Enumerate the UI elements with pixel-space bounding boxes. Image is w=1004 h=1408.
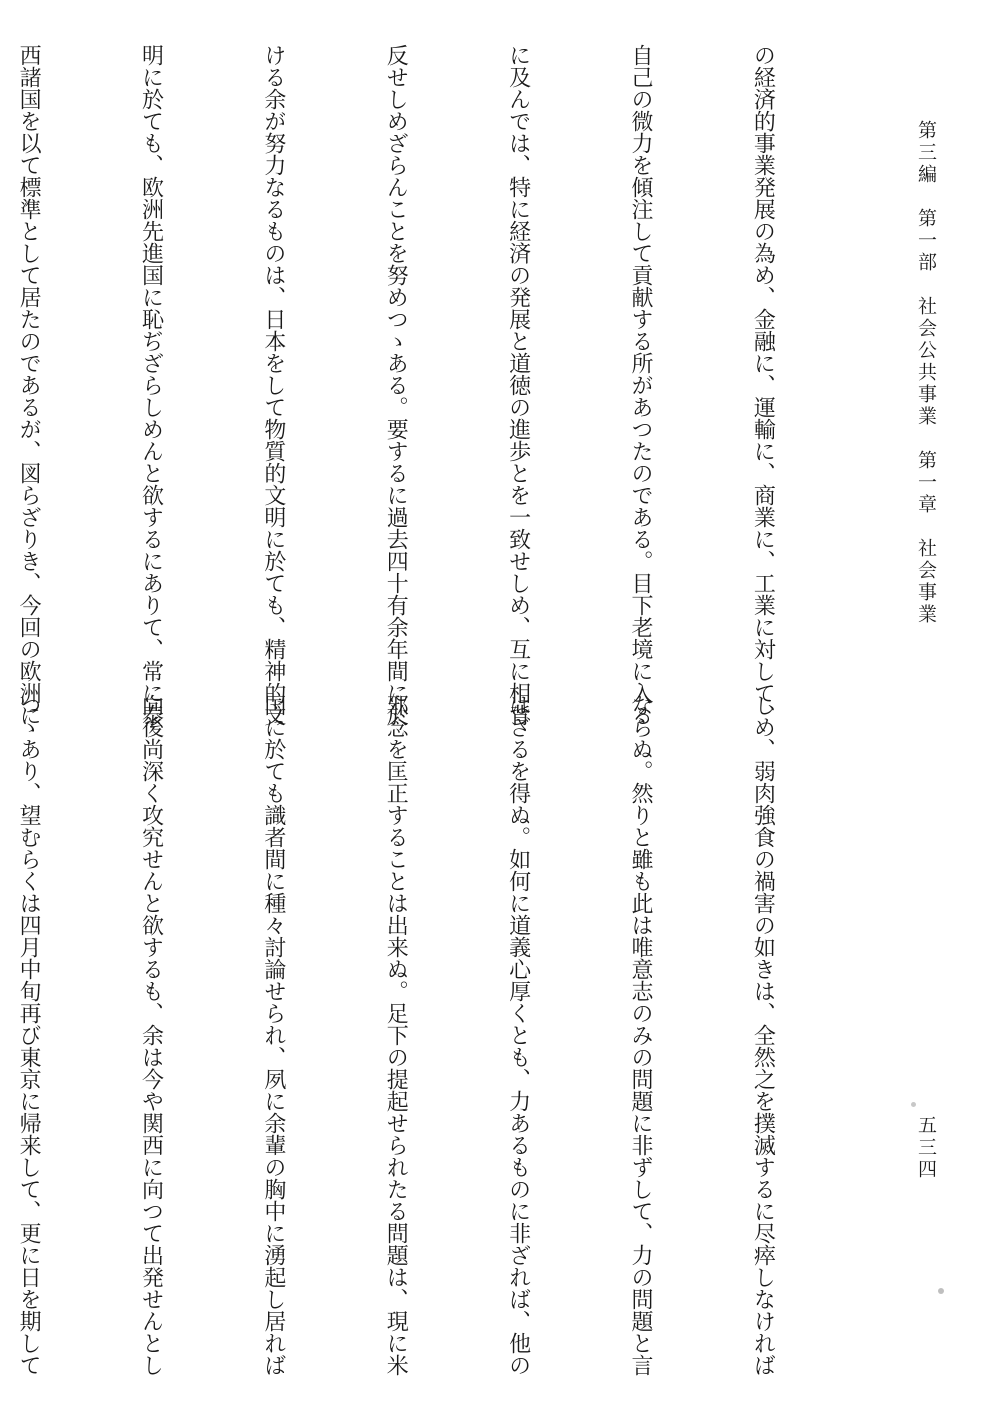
text-line: に及んでは、特に経済の発展と道徳の進歩とを一致せしめ、互に相背	[505, 44, 531, 726]
page-number: 五三四	[915, 1115, 937, 1181]
text-line: はざるを得ぬ。如何に道義心厚くとも、力あるものに非ざれば、他の	[505, 694, 531, 1376]
text-line: 向後尚深く攻究せんと欲するも、余は今や関西に向つて出発せんとし	[138, 694, 164, 1376]
text-line: 西諸国を以て標準として居たのであるが、図らざりき、今回の欧洲に	[16, 44, 42, 726]
text-line: 自己の微力を傾注して貢献する所があつたのである。目下老境に入る	[628, 44, 654, 726]
text-line: 明に於ても、欧洲先進国に恥ぢざらしめんと欲するにありて、常に泰	[138, 44, 164, 726]
text-line: しめ、弱肉強食の禍害の如きは、全然之を撲滅するに尽瘁しなければ	[750, 694, 776, 1376]
text-line: 邪念を匡正することは出来ぬ。足下の提起せられたる問題は、現に米	[383, 694, 409, 1376]
upper-text-block	[16, 44, 864, 726]
text-line: ける余が努力なるものは、日本をして物質的文明に於ても、精神的文	[260, 44, 286, 726]
paper-speck	[938, 1288, 944, 1294]
paper-speck	[911, 1102, 916, 1107]
lower-text-block	[16, 694, 864, 1376]
running-header: 第三編 第一部 社会公共事業 第一章 社会事業	[915, 120, 937, 626]
text-line: ならぬ。然りと雖も此は唯意志のみの問題に非ずして、力の問題と言	[628, 694, 654, 1376]
text-line: つゝあり、望むらくは四月中旬再び東京に帰来して、更に日を期して	[16, 694, 42, 1376]
text-line: の経済的事業発展の為め、金融に、運輸に、商業に、工業に対して、	[750, 44, 776, 726]
text-line: 国に於ても識者間に種々討論せられ、夙に余輩の胸中に湧起し居れば	[260, 694, 286, 1376]
text-line: 反せしめざらんことを努めつゝある。要するに過去四十有余年間に於	[383, 44, 409, 726]
